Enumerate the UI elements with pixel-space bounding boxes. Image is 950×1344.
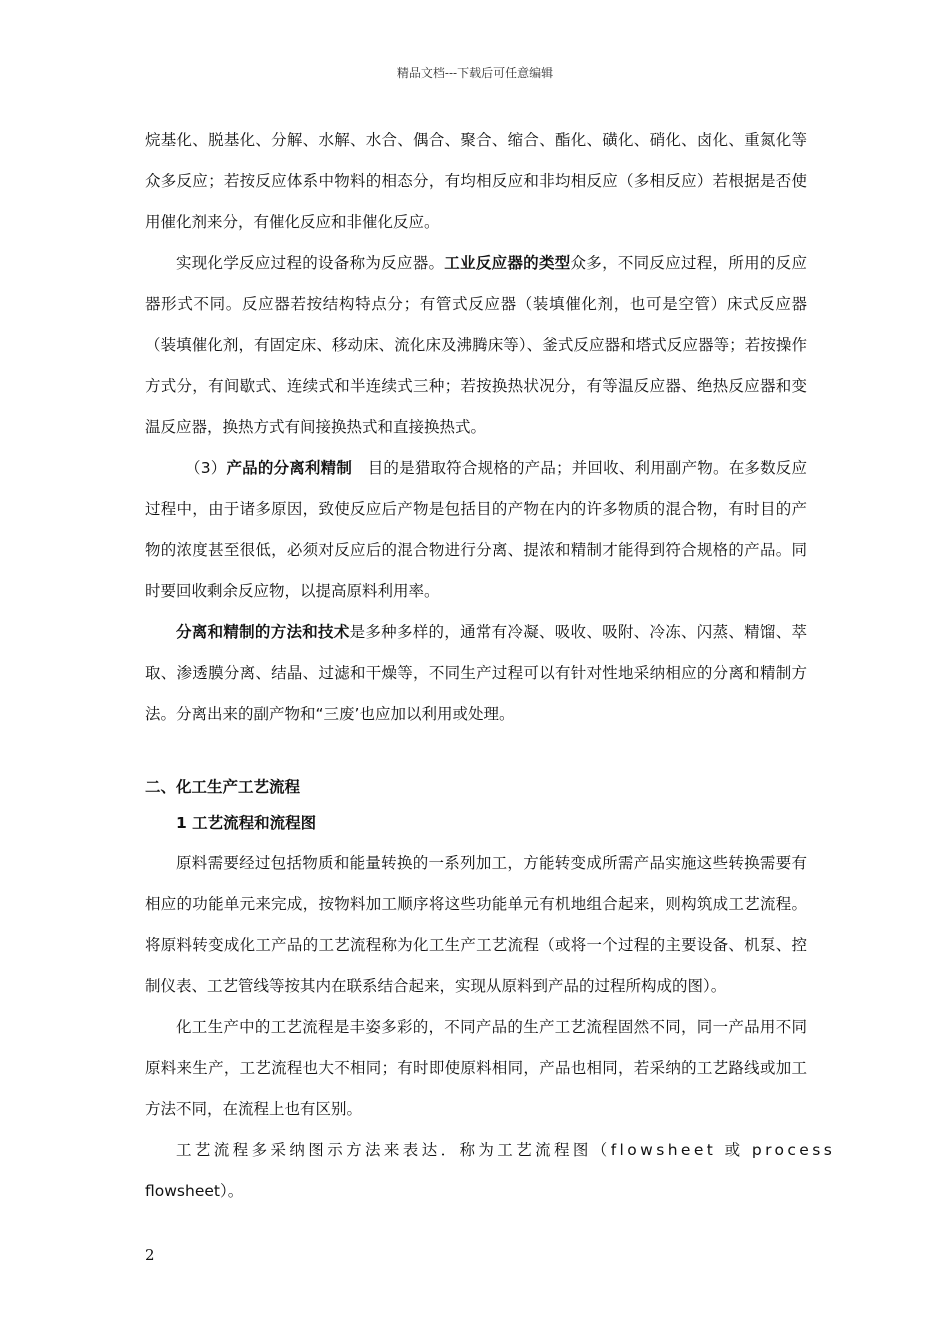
paragraph-separation-number: （3） <box>185 459 227 477</box>
paragraph-process-variety: 化工生产中的工艺流程是丰姿多彩的，不同产品的生产工艺流程固然不同，同一产品用不同原料来生产，工艺流程也大不相同；有时即使原料相同，产品也相同，若采纳的工艺路线或加工方法不同，在流程上也有区别。 <box>145 1018 807 1118</box>
document-body <box>145 120 836 1212</box>
paragraph-process-flow: 原料需要经过包括物质和能量转换的一系列加工，方能转变成所需产品实施这些转换需要有相应的功能单元来完成，按物料加工顺序将这些功能单元有机地组合起来，则构筑成工艺流程。将原料转变成化工产品的工艺流程称为化工生产工艺流程（或将一个过程的主要设备、机泵、控制仪表、工艺管线等按其内在联系结合起来，实现从原料到产品的过程所构成的图）。 <box>145 854 807 995</box>
page-number: 2 <box>145 1246 155 1264</box>
paragraph-separation-methods <box>145 612 807 735</box>
section-heading: 二、化工生产工艺流程 <box>145 778 301 796</box>
paragraph-reactors-text-a: 实现化学反应过程的设备称为反应器。 <box>176 254 445 272</box>
paragraph-reactors-text-b: 众多，不同反应过程，所用的反应器形式不同。反应器若按结构特点分；有管式反应器（装填催化剂，也可是空管）床式反应器（装填催化剂，有固定床、移动床、流化床及沸腾床等）、釜式反应器和塔式反应器等；若按操作方式分，有间歇式、连续式和半连续式三种；若按换热状况分，有等温反应器、绝热反应器和变温反应器，换热方式有间接换热式和直接换热式。 <box>145 254 807 436</box>
paragraph-separation <box>145 448 807 612</box>
paragraph-separation-text: 目的是猎取符合规格的产品；并回收、利用副产物。在多数反应过程中，由于诸多原因，致使反应后产物是包括目的产物在内的许多物质的混合物，有时目的产物的浓度甚至很低，必须对反应后的混合物进行分离、提浓和精制才能得到符合规格的产品。同时要回收剩余反应物，以提高原料利用率。 <box>145 459 807 600</box>
paragraph-separation-bold: 产品的分离利精制 <box>226 459 353 477</box>
paragraph-flowsheet-line2: flowsheet）。 <box>145 1182 244 1200</box>
paragraph-reactors-bold: 工业反应器的类型 <box>444 254 571 272</box>
paragraph-reaction-types: 烷基化、脱基化、分解、水解、水合、偶合、聚合、缩合、酯化、磺化、硝化、卤化、重氮化等众多反应；若按反应体系中物料的相态分，有均相反应和非均相反应（多相反应）若根据是否使用催化剂来分，有催化反应和非催化反应。 <box>145 131 807 231</box>
paragraph-reactors <box>145 243 807 448</box>
paragraph-separation-methods-bold: 分离和精制的方法和技术 <box>176 623 350 641</box>
paragraph-separation-methods-text: 是多种多样的，通常有冷凝、吸收、吸附、冷冻、闪蒸、精馏、萃取、渗透膜分离、结晶、过滤和干燥等，不同生产过程可以有针对性地采纳相应的分离和精制方法。分离出来的副产物和“三废’也应加以利用或处理。 <box>145 623 807 723</box>
subsection-heading: 1 工艺流程和流程图 <box>176 814 317 832</box>
page-header: 精品文档---下载后可任意编辑 <box>396 66 554 80</box>
paragraph-flowsheet-line1: 工艺流程多采纳图示方法来表达．称为工艺流程图（flowsheet 或 process <box>176 1141 836 1159</box>
